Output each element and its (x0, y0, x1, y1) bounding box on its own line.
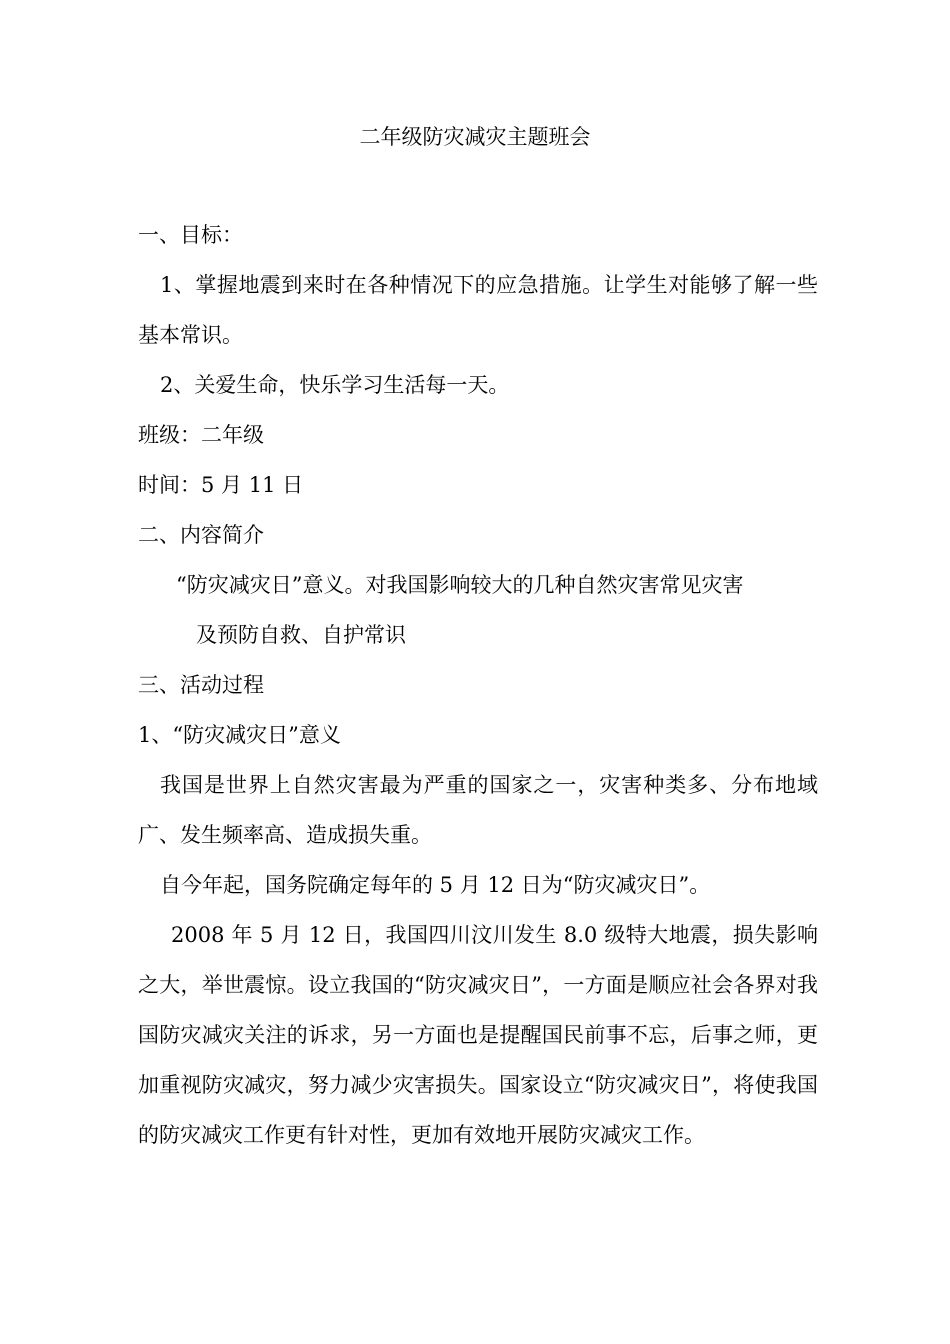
paragraph-designation: 自今年起，国务院确定每年的 5 月 12 日为“防灾减灾日”。 (160, 873, 711, 897)
section-heading-goals: 一、目标： (138, 223, 243, 247)
time-info: 时间：5 月 11 日 (138, 473, 304, 497)
goal-item-2: 2、关爱生命，快乐学习生活每一天。 (160, 373, 510, 397)
section-heading-intro: 二、内容简介 (138, 523, 264, 547)
paragraph-wenchuan: 2008 年 5 月 12 日，我国四川汶川发生 8.0 级特大地震，损失影响之大，举世震惊。设立我国的“防灾减灾日”，一方面是顺应社会各界对我国防灾减灾关注的诉求，另一方面也是提醒国民前事不忘，后事之师，更加重视防灾减灾，努力减少灾害损失。国家设立“防灾减灾日”，将使我国的防灾减灾工作更有针对性，更加有效地开展防灾减灾工作。 (138, 923, 818, 1147)
document-title: 二年级防灾减灾主题班会 (359, 125, 591, 149)
class-info: 班级：二年级 (138, 423, 264, 447)
document-body (138, 210, 818, 1160)
goal-item-1: 1、掌握地震到来时在各种情况下的应急措施。让学生对能够了解一些基本常识。 (138, 273, 818, 347)
paragraph-disasters: 我国是世界上自然灾害最为严重的国家之一，灾害种类多、分布地域广、发生频率高、造成损失重。 (138, 773, 818, 847)
subsection-heading-meaning: 1、“防灾减灾日”意义 (138, 723, 341, 747)
section-heading-process: 三、活动过程 (138, 673, 264, 697)
intro-line-1: “防灾减灾日”意义。对我国影响较大的几种自然灾害常见灾害 (176, 573, 744, 597)
intro-line-2: 及预防自救、自护常识 (196, 623, 406, 647)
